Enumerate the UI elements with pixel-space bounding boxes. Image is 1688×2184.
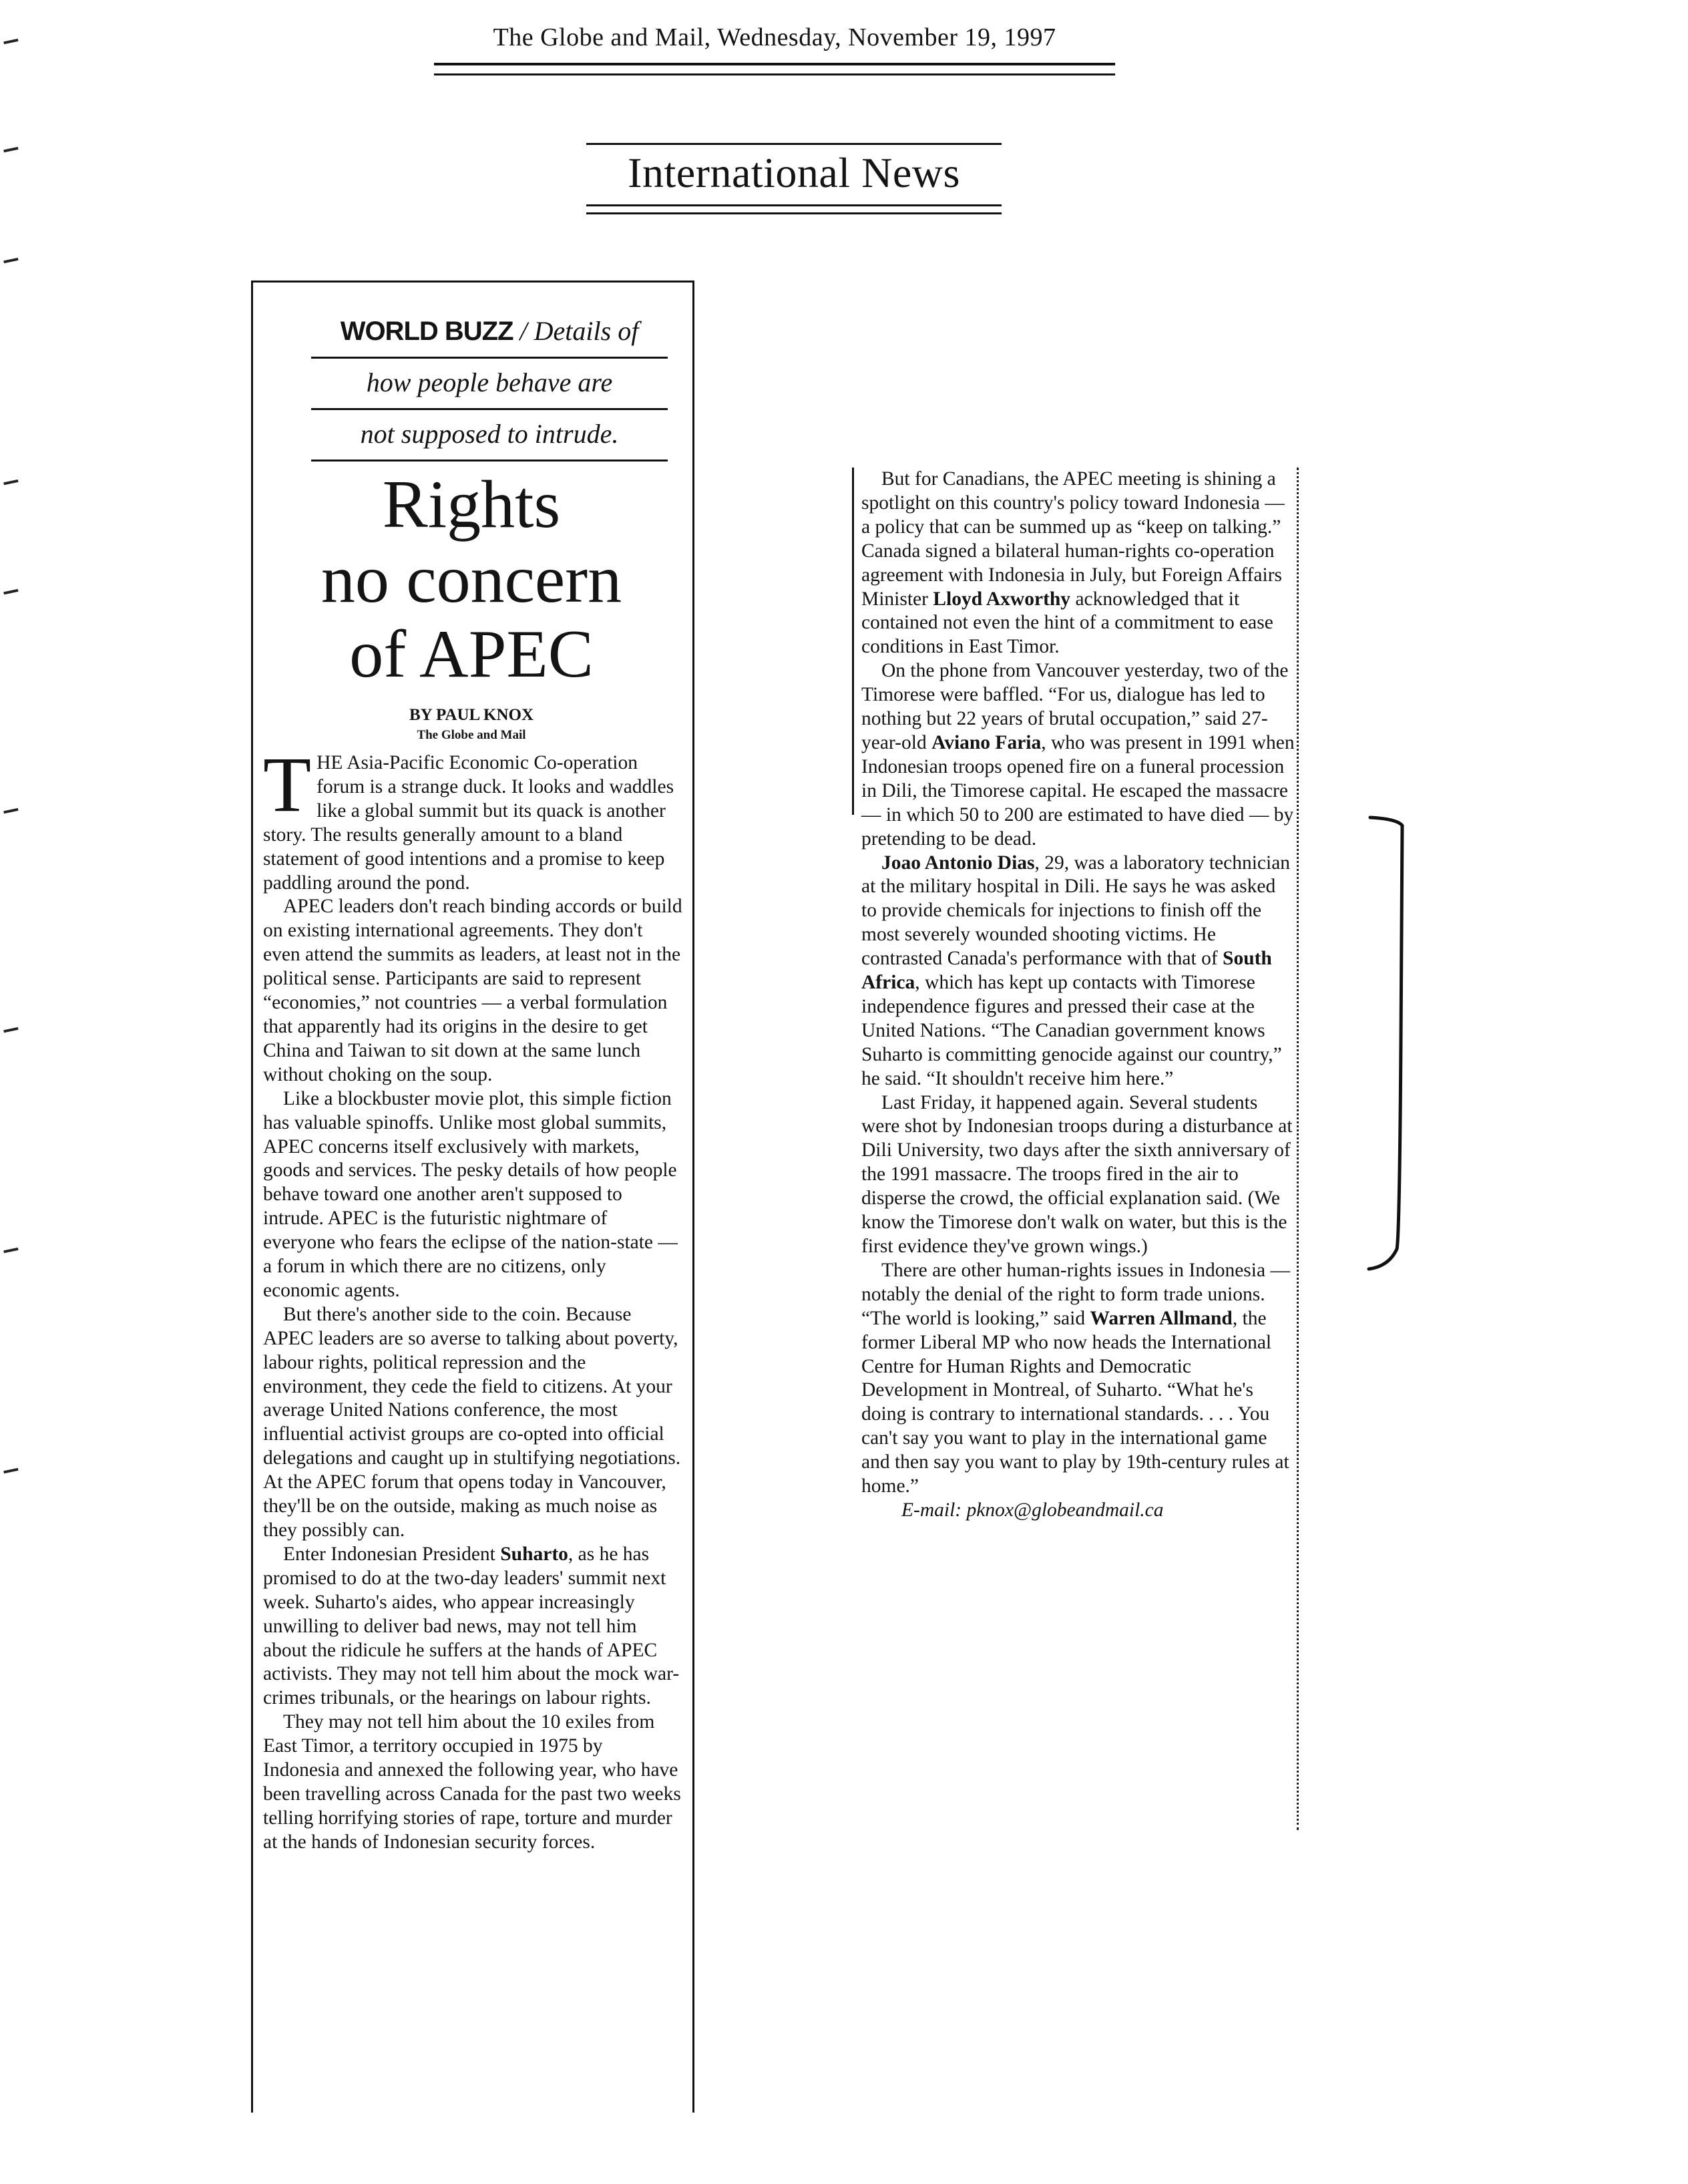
byline-outlet: The Globe and Mail — [417, 728, 526, 742]
header-rule — [434, 63, 1115, 65]
paragraph: Like a blockbuster movie plot, this simple fiction has valuable spinoffs. Unlike most global summits, APEC concerns itself exclusively with markets, goods and services. The pesky details of how people behave toward one another aren't supposed to intrude. APEC is the futuristic nightmare of everyone who fears the eclipse of the nation-state — a forum in which there are no citizens, only economic agents. — [263, 1087, 678, 1301]
scan-mark — [3, 39, 19, 48]
paragraph: Enter Indonesian President Suharto, as he has promised to do at the two-day leaders' summit next week. Suharto's aides, who appear increasingly unwilling to deliver bad news, may not tell him about the ridicule he suffers at the hands of APEC activists. They may not tell him about the mock war-crimes tribunals, or the hearings on labour rights. — [263, 1543, 680, 1709]
buzz-line-2: how people behave are — [311, 359, 668, 410]
world-buzz-teaser — [311, 307, 668, 462]
author-email: E-mail: pknox@globeandmail.ca — [901, 1499, 1164, 1521]
buzz-separator: / — [513, 316, 534, 346]
headline-line: Rights — [382, 467, 561, 542]
headline — [258, 468, 685, 692]
headline-line: no concern — [321, 542, 622, 617]
section-title: International News — [628, 149, 960, 196]
scan-mark — [3, 147, 19, 156]
bracket-annotation — [1362, 808, 1422, 1276]
scan-mark — [3, 480, 19, 489]
section-rule — [586, 212, 1002, 214]
person-name: Warren Allmand — [1090, 1307, 1233, 1329]
paragraph: Last Friday, it happened again. Several students were shot by Indonesian troops during a disturbance at Dili University, two days after the sixth anniversary of the 1991 massacre. The troops fired in the air to disperse the crowd, the official explanation said. (We know the Timorese don't walk on water, but this is the first evidence they've grown wings.) — [861, 1091, 1293, 1257]
paragraph: But for Canadians, the APEC meeting is shining a spotlight on this country's policy toward Indonesia — a policy that can be summed up as “keep on talking.” Canada signed a bilateral human-rights co-operation agreement with Indonesia in July, but Foreign Affairs Minister Lloyd Axworthy acknowledged that it contained not even the hint of a commitment to ease conditions in East Timor. — [861, 468, 1285, 658]
scan-mark — [3, 258, 19, 267]
buzz-kicker: WORLD BUZZ — [340, 317, 513, 346]
buzz-line-1 — [311, 307, 668, 359]
paragraph: But there's another side to the coin. Because APEC leaders are so averse to talking about poverty, labour rights, political repression and the environment, they cede the field to citizens. At your average United Nations conference, the most influential activist groups are co-opted into official delegations and caught up in stultifying negotiations. At the APEC forum that opens today in Vancouver, they'll be on the outside, making as much noise as they possibly can. — [263, 1303, 681, 1541]
article-body-right — [861, 468, 1295, 1523]
column-rule — [852, 468, 854, 815]
paragraph: Joao Antonio Dias, 29, was a laboratory technician at the military hospital in Dili. He says he was asked to provide chemicals for injections to finish off the most severely wounded shooting victims. He contrasted Canada's performance with that of South Africa, which has kept up contacts with Timorese independence figures and pressed their case at the United Nations. “The Canadian government knows Suharto is committing genocide against our country,” he said. “It shouldn't receive him here.” — [861, 852, 1291, 1089]
person-name: Aviano Faria — [931, 731, 1042, 753]
header-rule — [434, 73, 1115, 75]
paragraph: There are other human-rights issues in Indonesia — notably the denial of the right to form trade unions. “The world is looking,” said Warren Allmand, the former Liberal MP who now heads the International Centre for Human Rights and Democratic Development in Montreal, of Suharto. “What he's doing is contrary to international standards. . . . You can't say you want to play in the international game and then say you want to play by 19th-century rules at home.” — [861, 1259, 1290, 1497]
buzz-line-3: not supposed to intrude. — [311, 410, 668, 462]
scan-mark — [3, 589, 19, 598]
country-name: South Africa — [861, 948, 1272, 994]
scan-mark — [3, 1468, 19, 1477]
headline-line: of APEC — [349, 616, 594, 692]
section-rule — [586, 204, 1002, 206]
byline-author: BY PAUL KNOX — [409, 706, 534, 724]
newspaper-dateline: The Globe and Mail, Wednesday, November 19, 1997 — [493, 23, 1056, 51]
paragraph: On the phone from Vancouver yesterday, two of the Timorese were baffled. “For us, dialogue has led to nothing but 22 years of brutal occupation,” said 27-year-old Aviano Faria, who was present in 1991 when Indonesian troops opened fire on a funeral procession in Dili, the Timorese capital. He escaped the massacre — in which 50 to 200 are estimated to have died — by pretending to be dead. — [861, 660, 1295, 850]
column-rule — [1297, 468, 1299, 1830]
person-name: Lloyd Axworthy — [933, 588, 1071, 610]
article-body-left — [263, 741, 682, 1855]
paragraph: They may not tell him about the 10 exiles from East Timor, a territory occupied in 1975 by Indonesia and annexed the following year, who have been travelling across Canada for the past two weeks telling horrifying stories of rape, torture and murder at the hands of Indonesian security forces. — [263, 1711, 681, 1853]
buzz-text: Details of — [534, 316, 639, 346]
drop-cap: T — [263, 741, 312, 828]
scan-mark — [3, 1027, 19, 1037]
paragraph: THE Asia-Pacific Economic Co-operation forum is a strange duck. It looks and waddles like a global summit but its quack is another story. The results generally amount to a bland statement of good intentions and a promise to keep paddling around the pond. — [263, 741, 674, 894]
paragraph: APEC leaders don't reach binding accords or build on existing international agreements. They don't even attend the summits as leaders, at least not in the political sense. Participants are said to represent “economies,” not countries — a verbal formulation that apparently had its origins in the desire to get China and Taiwan to sit down at the same lunch without choking on the soup. — [263, 896, 682, 1085]
byline — [258, 705, 685, 745]
person-name: Suharto — [500, 1543, 568, 1565]
scan-mark — [3, 808, 19, 817]
scan-mark — [3, 1248, 19, 1257]
person-name: Joao Antonio Dias — [881, 852, 1035, 874]
section-rule — [586, 143, 1002, 145]
